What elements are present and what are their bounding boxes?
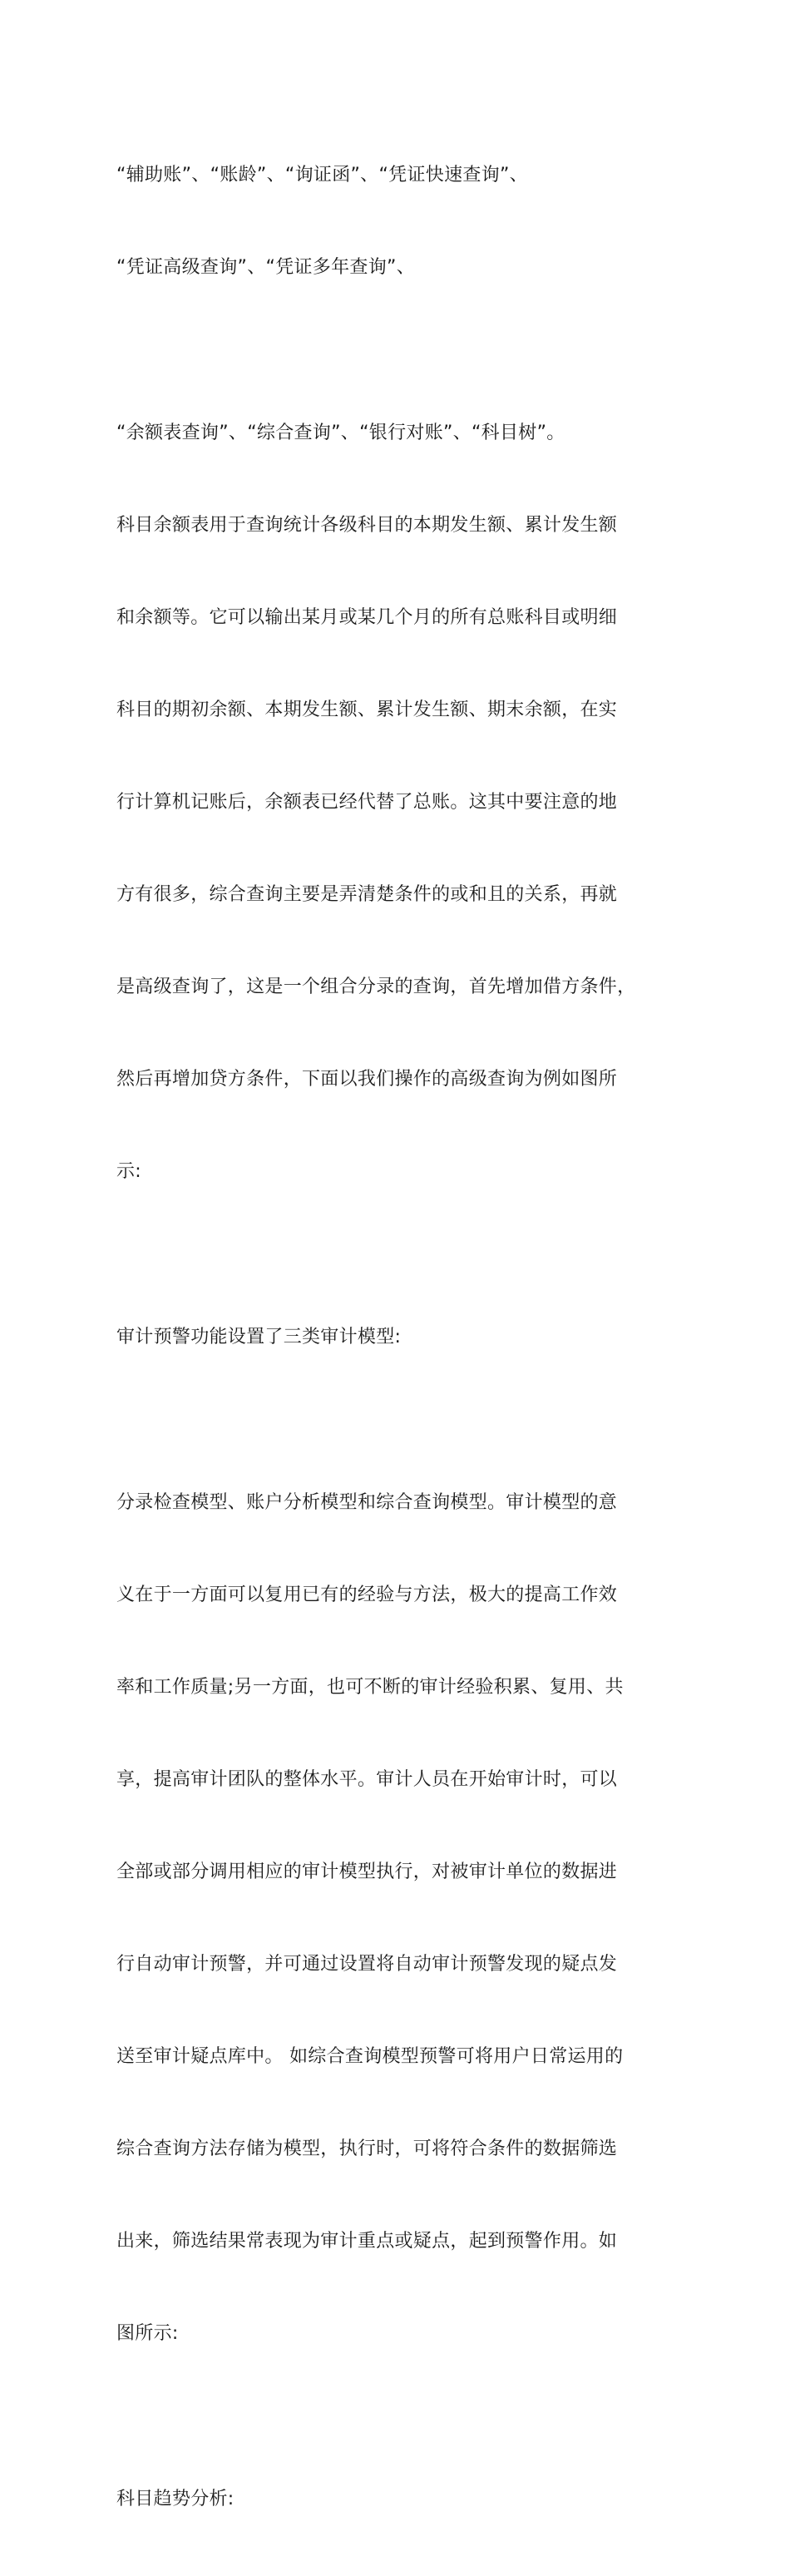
paragraph-voucher-functions — [116, 98, 690, 344]
text-line: “凭证高级查询”、“凭证多年查询”、 — [116, 257, 415, 278]
paragraph-gap — [116, 1248, 690, 1260]
text-line: 全部或部分调用相应的审计模型执行，对被审计单位的数据进 — [116, 1862, 618, 1882]
text-line: 义在于一方面可以复用已有的经验与方法，极大的提高工作效 — [116, 1585, 618, 1605]
text-line: 科目趋势分析: — [116, 2489, 235, 2509]
text-line: 是高级查询了，这是一个组合分录的查询，首先增加借方条件， — [116, 977, 636, 997]
text-line: 审计预警功能设置了三类审计模型: — [116, 1327, 402, 1347]
text-line: 分录检查模型、账户分析模型和综合查询模型。审计模型的意 — [116, 1492, 618, 1513]
text-line: 行自动审计预警，并可通过设置将自动审计预警发现的疑点发 — [116, 1954, 618, 1975]
text-line: 综合查询方法存储为模型，执行时，可将符合条件的数据筛选 — [116, 2138, 618, 2159]
text-line: 出来，筛选结果常表现为审计重点或疑点，起到预警作用。如 — [116, 2231, 618, 2252]
text-line: 享，提高审计团队的整体水平。审计人员在开始审计时，可以 — [116, 1769, 618, 1790]
paragraph-audit-warning — [116, 1260, 690, 1414]
text-line: 率和工作质量;另一方面，也可不断的审计经验积累、复用、共 — [116, 1677, 624, 1698]
paragraph-balance-table — [116, 356, 690, 1248]
text-line: “余额表查询”、“综合查询”、“银行对账”、“科目树”。 — [116, 423, 565, 443]
text-line: 科目的期初余额、本期发生额、累计发生额、期末余额，在实 — [116, 700, 618, 720]
text-line: 和余额等。它可以输出某月或某几个月的所有总账科目或明细 — [116, 607, 618, 628]
paragraph-gap — [116, 1414, 690, 1426]
paragraph-audit-models — [116, 1426, 690, 2410]
paragraph-gap — [116, 2410, 690, 2422]
text-line: 科目余额表用于查询统计各级科目的本期发生额、累计发生额 — [116, 515, 618, 536]
text-line: 行计算机记账后，余额表已经代替了总账。这其中要注意的地 — [116, 792, 618, 813]
paragraph-gap — [116, 344, 690, 356]
text-line: 然后再增加贷方条件，下面以我们操作的高级查询为例如图所 — [116, 1069, 618, 1090]
text-line: “辅助账”、“账龄”、“询证函”、“凭证快速查询”、 — [116, 165, 528, 185]
text-line: 方有很多，综合查询主要是弄清楚条件的或和且的关系，再就 — [116, 884, 618, 905]
paragraph-trend-analysis — [116, 2422, 690, 2576]
text-line: 送至审计疑点库中。 如综合查询模型预警可将用户日常运用的 — [116, 2046, 624, 2067]
text-line: 图所示: — [116, 2323, 179, 2344]
text-line: 示: — [116, 1161, 142, 1182]
document-body — [116, 98, 690, 2576]
